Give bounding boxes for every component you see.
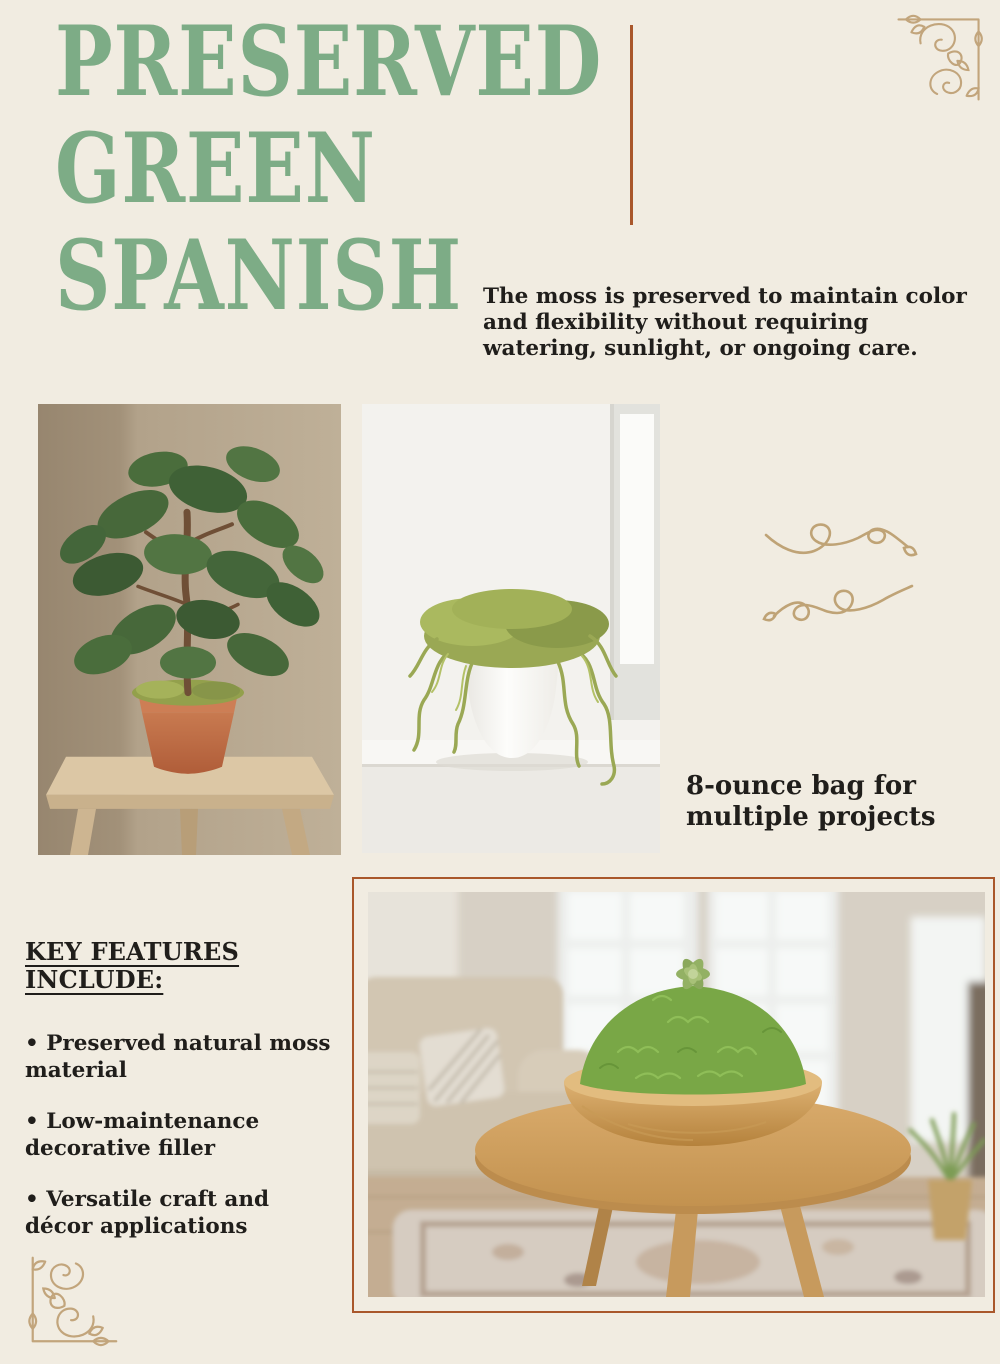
vertical-divider-rule (630, 25, 633, 225)
key-features-section (25, 938, 343, 1264)
corner-flourish-icon (25, 1252, 123, 1348)
caption-bag-size: 8-ounce bag for multiple projects (686, 771, 936, 832)
living-room-illustration (368, 892, 985, 1297)
feature-item: • Versatile craft and décor applications (25, 1187, 270, 1239)
title-line-3: SPANISH (55, 219, 462, 332)
feature-item: • Preserved natural moss material (25, 1031, 331, 1083)
spanish-moss-illustration (362, 404, 660, 853)
title-line-2: GREEN (55, 112, 376, 225)
photo-fiddle-leaf-fig (38, 404, 341, 855)
features-heading: KEY FEATURES INCLUDE: (25, 937, 240, 994)
title-line-1: PRESERVED (55, 5, 603, 118)
framed-photo-border (352, 877, 995, 1313)
photo-spanish-moss-pot (362, 404, 660, 853)
page-title (55, 5, 603, 332)
squiggle-doodle-icon (761, 583, 915, 629)
squiggle-doodle-icon (763, 521, 919, 569)
feature-item: • Low-maintenance decorative filler (25, 1109, 260, 1161)
intro-text: The moss is preserved to maintain color and flexibility without requiring watering, sunlight, or ongoing care. (483, 284, 967, 361)
fiddle-leaf-fig-illustration (38, 404, 341, 855)
photo-moss-bowl-living-room (368, 892, 985, 1297)
window-frame (610, 404, 660, 720)
corner-flourish-icon (893, 13, 985, 105)
